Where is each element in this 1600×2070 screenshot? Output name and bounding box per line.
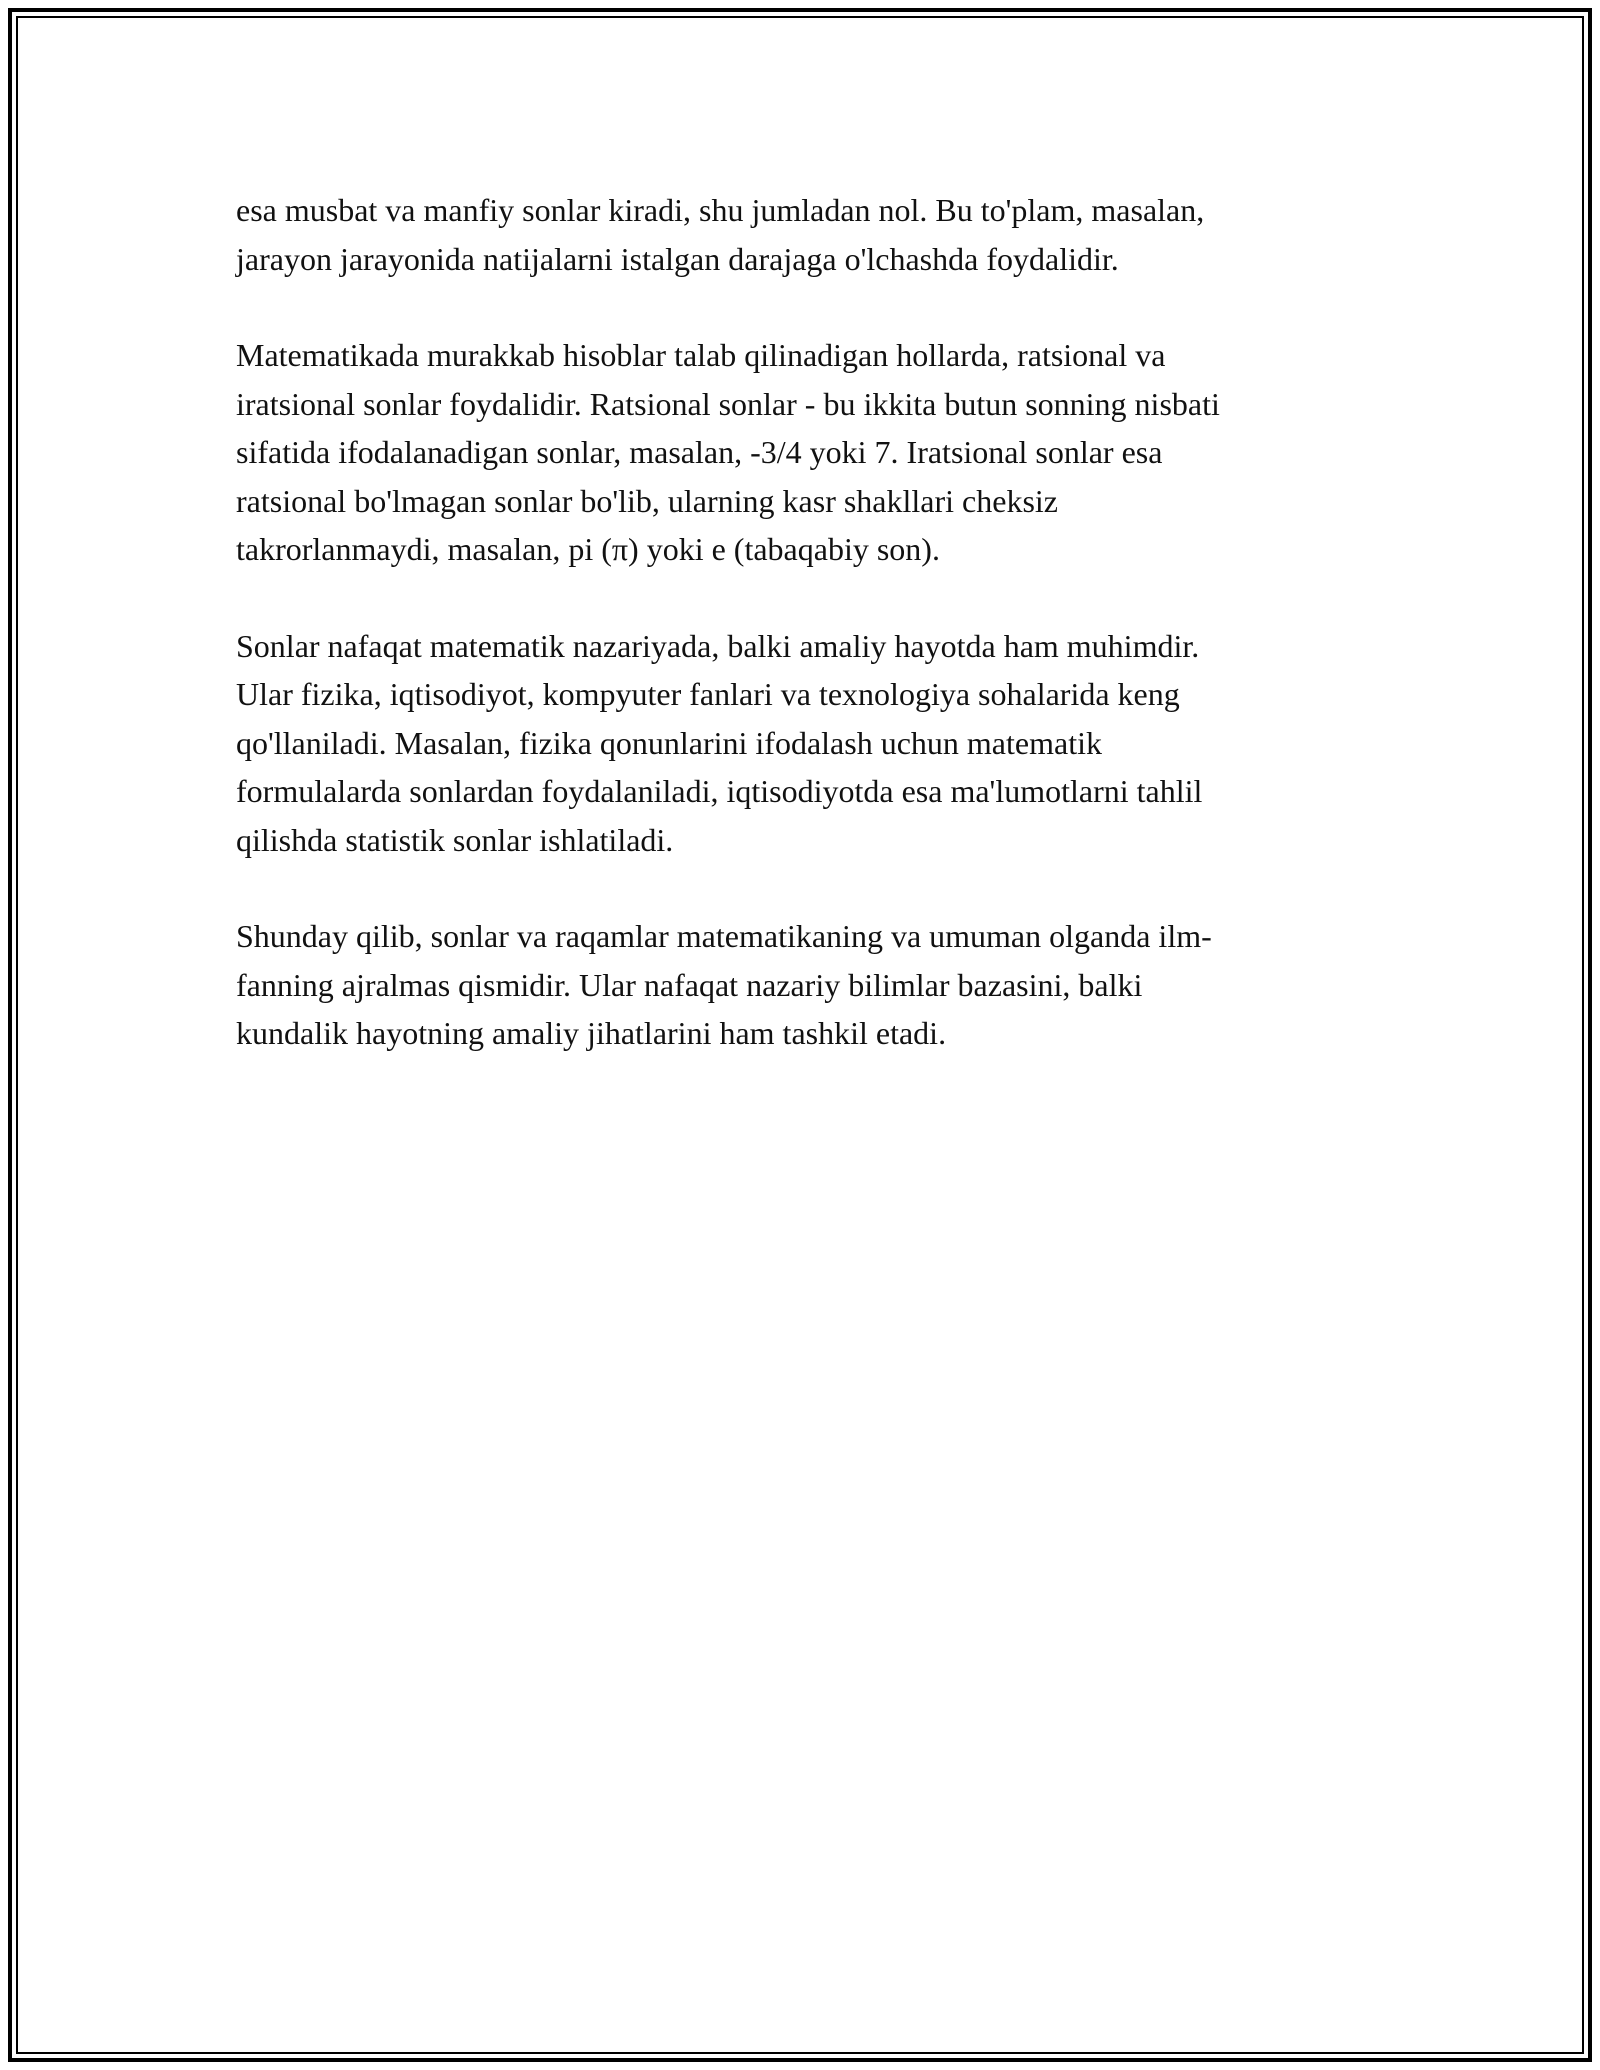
paragraph-3: Sonlar nafaqat matematik nazariyada, balki amaliy hayotda ham muhimdir. Ular fizika, iqtisodiyot, kompyuter fanlari va texnologiya sohalarida keng qo'llaniladi. Masalan, fizika qonunlarini ifodalash uchun matematik formulalarda sonlardan foydalaniladi, iqtisodiyotda esa ma'lumotlarni tahlil qilishda statistik sonlar ishlatiladi. (236, 627, 1203, 858)
document-body (236, 186, 1376, 1106)
paragraph-4: Shunday qilib, sonlar va raqamlar matematikaning va umuman olganda ilm- fanning ajralmas qismidir. Ular nafaqat nazariy bilimlar bazasini, balki kundalik hayotning amaliy jihatlarini ham tashkil etadi. (236, 918, 1212, 1051)
paragraph-2: Matematikada murakkab hisoblar talab qilinadigan hollarda, ratsional va iratsional sonlar foydalidir. Ratsional sonlar - bu ikkita butun sonning nisbati sifatida ifodalanadigan sonlar, masalan, -3/4 yoki 7. Iratsional sonlar esa ratsional bo'lmagan sonlar bo'lib, ularning kasr shakllari cheksiz takrorlanmaydi, masalan, pi (π) yoki e (tabaqabiy son). (236, 337, 1220, 567)
paragraph-1: esa musbat va manfiy sonlar kiradi, shu jumladan nol. Bu to'plam, masalan, jarayon jarayonida natijalarni istalgan darajaga o'lchashda foydalidir. (236, 192, 1205, 277)
